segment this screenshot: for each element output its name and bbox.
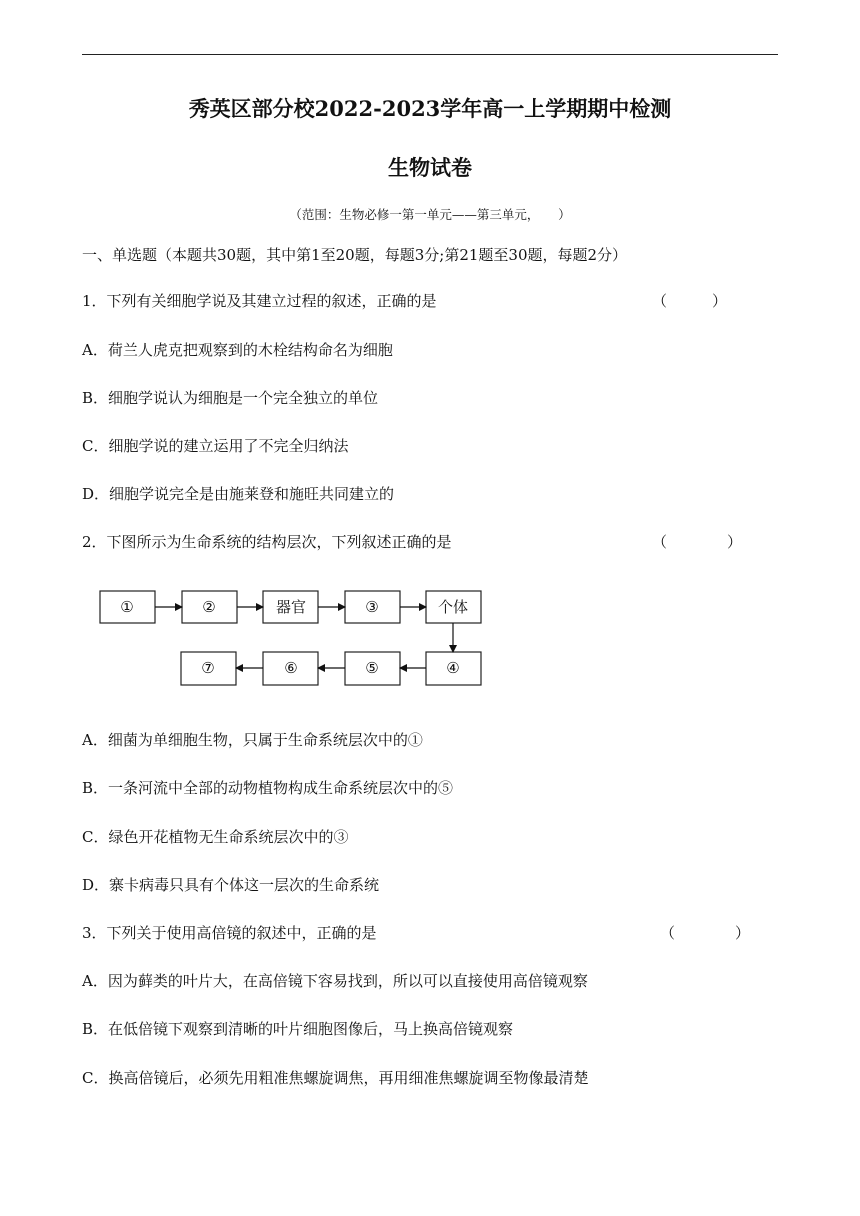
question-1-option-b: B．细胞学说认为细胞是一个完全独立的单位 [82, 389, 379, 407]
question-3-option-c: C．换高倍镜后，必须先用粗准焦螺旋调焦，再用细准焦螺旋调至物像最清楚 [82, 1069, 589, 1087]
question-3-option-a: A．因为藓类的叶片大，在高倍镜下容易找到，所以可以直接使用高倍镜观察 [82, 972, 588, 990]
question-3-answer-bracket: （ ） [660, 924, 751, 942]
exam-title: 秀英区部分校2022-2023学年高一上学期期中检测 [188, 96, 672, 121]
diagram-label-5: ⑤ [365, 659, 379, 677]
question-1-answer-bracket: （ ） [652, 292, 728, 310]
diagram-label-6: ⑥ [284, 659, 298, 677]
diagram-label-4: ④ [446, 659, 460, 677]
exam-scope: （范围：生物必修一第一单元——第三单元， ） [289, 207, 571, 222]
exam-subtitle: 生物试卷 [388, 155, 472, 180]
question-3-option-b: B．在低倍镜下观察到清晰的叶片细胞图像后，马上换高倍镜观察 [82, 1020, 514, 1038]
diagram-label-1: ① [120, 598, 134, 616]
question-2-option-c: C．绿色开花植物无生命系统层次中的③ [82, 828, 349, 846]
diagram-label-3: ③ [365, 598, 379, 616]
header-rule [82, 54, 778, 55]
question-2-stem: 2．下图所示为生命系统的结构层次，下列叙述正确的是 [82, 533, 452, 551]
question-2-option-d: D．寨卡病毒只具有个体这一层次的生命系统 [82, 876, 380, 894]
question-2-option-a: A．细菌为单细胞生物，只属于生命系统层次中的① [82, 731, 423, 749]
question-1-stem: 1．下列有关细胞学说及其建立过程的叙述，正确的是 [82, 292, 437, 310]
diagram-label-7: ⑦ [201, 659, 215, 677]
question-3-stem: 3．下列关于使用高倍镜的叙述中，正确的是 [82, 924, 377, 942]
diagram-label-individual: 个体 [437, 598, 469, 616]
diagram-label-2: ② [202, 598, 216, 616]
section-heading: 一、单选题（本题共30题，其中第1至20题，每题3分;第21题至30题，每题2分） [82, 246, 628, 264]
question-2-option-b: B．一条河流中全部的动物植物构成生命系统层次中的⑤ [82, 779, 454, 797]
question-2-answer-bracket: （ ） [652, 533, 743, 551]
question-1-option-d: D．细胞学说完全是由施莱登和施旺共同建立的 [82, 485, 395, 503]
question-1-option-c: C．细胞学说的建立运用了不完全归纳法 [82, 437, 349, 455]
diagram-label-organ: 器官 [275, 598, 307, 616]
question-1-option-a: A．荷兰人虎克把观察到的木栓结构命名为细胞 [82, 341, 393, 359]
life-system-hierarchy-diagram [96, 586, 486, 690]
